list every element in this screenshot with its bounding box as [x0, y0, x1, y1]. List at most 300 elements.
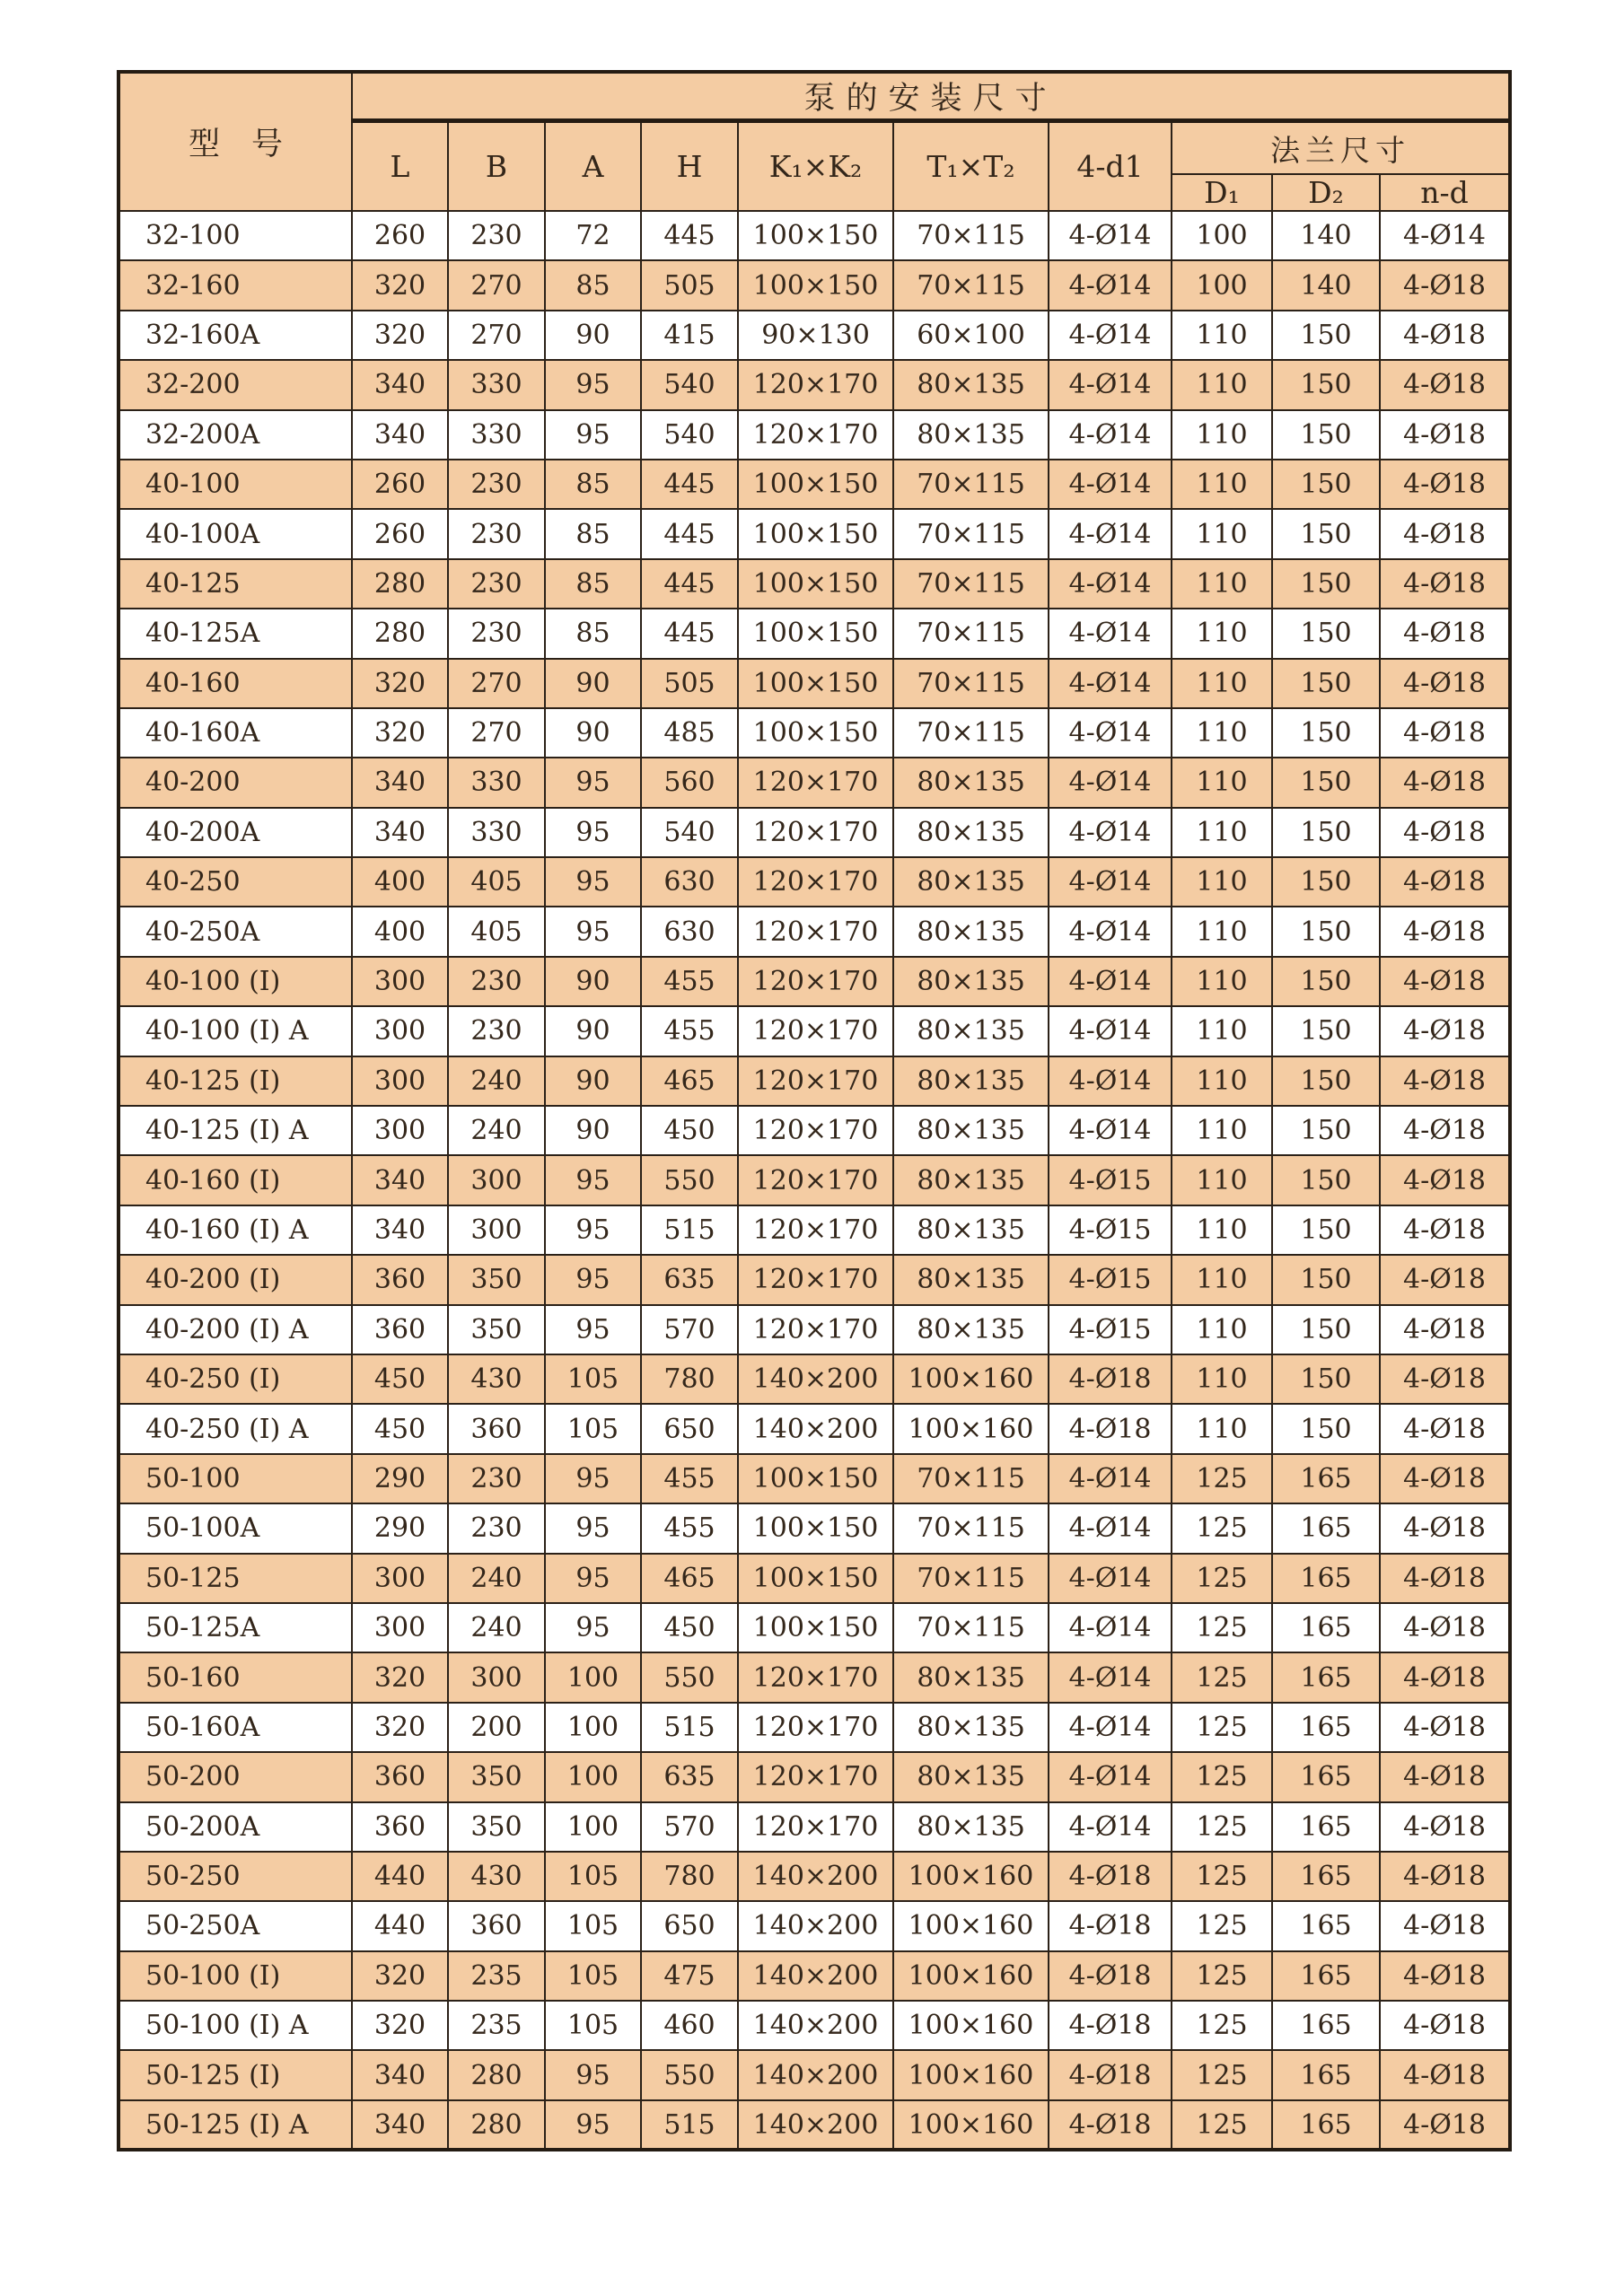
k1k2-cell: 120×170: [738, 1056, 893, 1106]
table-row: [119, 1652, 1510, 1702]
l-cell: 260: [352, 460, 448, 509]
k1k2-cell: 100×150: [738, 609, 893, 658]
flange_d1-cell: 110: [1172, 609, 1272, 658]
l-cell: 360: [352, 1305, 448, 1354]
b-cell: 360: [448, 1901, 545, 1950]
d1-cell: 4-Ø15: [1049, 1205, 1172, 1255]
k1k2-cell: 140×200: [738, 1951, 893, 2001]
h-cell: 550: [641, 1155, 738, 1205]
d1-cell: 4-Ø14: [1049, 1703, 1172, 1752]
flange_d1-cell: 125: [1172, 1852, 1272, 1901]
d1-cell: 4-Ø14: [1049, 260, 1172, 310]
l-cell: 320: [352, 1652, 448, 1702]
flange_d1-cell: 110: [1172, 1305, 1272, 1354]
t1t2-cell: 70×115: [893, 1503, 1049, 1553]
table-row: [119, 659, 1510, 708]
flange_d2-cell: 165: [1272, 1852, 1380, 1901]
t1t2-cell: 70×115: [893, 609, 1049, 658]
flange_nd-cell: 4-Ø18: [1380, 609, 1510, 658]
h-cell: 465: [641, 1554, 738, 1603]
b-cell: 235: [448, 2001, 545, 2050]
t1t2-cell: 80×135: [893, 957, 1049, 1006]
d1-cell: 4-Ø14: [1049, 609, 1172, 658]
model-cell: 32-160: [119, 260, 352, 310]
table-row: [119, 1106, 1510, 1155]
d1-cell: 4-Ø14: [1049, 1603, 1172, 1652]
k1k2-cell: 120×170: [738, 1802, 893, 1852]
table-row: [119, 1454, 1510, 1503]
flange_d1-cell: 110: [1172, 1255, 1272, 1304]
l-cell: 320: [352, 659, 448, 708]
flange_d2-cell: 150: [1272, 907, 1380, 956]
table-row: [119, 1056, 1510, 1106]
t1t2-cell: 70×115: [893, 211, 1049, 260]
d1-cell: 4-Ø14: [1049, 311, 1172, 360]
t1t2-cell: 80×135: [893, 1752, 1049, 1801]
table-row: [119, 1951, 1510, 2001]
d1-cell: 4-Ø15: [1049, 1155, 1172, 1205]
l-cell: 360: [352, 1752, 448, 1801]
h-cell: 445: [641, 509, 738, 558]
d1-cell: 4-Ø15: [1049, 1305, 1172, 1354]
l-cell: 360: [352, 1802, 448, 1852]
flange_d1-cell: 110: [1172, 907, 1272, 956]
t1t2-cell: 70×115: [893, 509, 1049, 558]
flange_nd-cell: 4-Ø18: [1380, 1056, 1510, 1106]
b-cell: 270: [448, 311, 545, 360]
k1k2-cell: 100×150: [738, 1454, 893, 1503]
t1t2-cell: 80×135: [893, 1305, 1049, 1354]
table-row: [119, 2100, 1510, 2150]
b-cell: 330: [448, 808, 545, 857]
b-cell: 240: [448, 1106, 545, 1155]
b-cell: 230: [448, 460, 545, 509]
b-cell: 235: [448, 1951, 545, 2001]
h-cell: 455: [641, 1503, 738, 1553]
h-cell: 455: [641, 957, 738, 1006]
model-cell: 50-160: [119, 1652, 352, 1702]
a-cell: 95: [545, 758, 641, 807]
table-row: [119, 708, 1510, 758]
model-cell: 40-250A: [119, 907, 352, 956]
a-cell: 95: [545, 1155, 641, 1205]
flange_d1-cell: 125: [1172, 1703, 1272, 1752]
l-cell: 320: [352, 708, 448, 758]
b-cell: 330: [448, 410, 545, 460]
table-row: [119, 360, 1510, 409]
k1k2-cell: 120×170: [738, 857, 893, 907]
model-cell: 50-125 (Ⅰ): [119, 2050, 352, 2099]
flange_d1-cell: 110: [1172, 311, 1272, 360]
table-row: [119, 410, 1510, 460]
d1-cell: 4-Ø14: [1049, 1802, 1172, 1852]
model-cell: 40-200: [119, 758, 352, 807]
b-cell: 230: [448, 1006, 545, 1056]
flange_d1-cell: 125: [1172, 1951, 1272, 2001]
model-cell: 40-250 (Ⅰ): [119, 1354, 352, 1404]
table-row: [119, 460, 1510, 509]
a-cell: 85: [545, 559, 641, 609]
t1t2-cell: 80×135: [893, 857, 1049, 907]
l-cell: 320: [352, 260, 448, 310]
flange_nd-cell: 4-Ø18: [1380, 957, 1510, 1006]
k1k2-cell: 100×150: [738, 509, 893, 558]
flange_nd-cell: 4-Ø18: [1380, 1305, 1510, 1354]
flange_d2-cell: 165: [1272, 1454, 1380, 1503]
h-cell: 505: [641, 659, 738, 708]
model-cell: 50-125A: [119, 1603, 352, 1652]
h-cell: 485: [641, 708, 738, 758]
flange_nd-cell: 4-Ø18: [1380, 559, 1510, 609]
k1k2-cell: 140×200: [738, 1354, 893, 1404]
model-cell: 50-125: [119, 1554, 352, 1603]
h-cell: 540: [641, 360, 738, 409]
flange_nd-cell: 4-Ø18: [1380, 360, 1510, 409]
k1k2-cell: 120×170: [738, 1106, 893, 1155]
model-cell: 32-100: [119, 211, 352, 260]
k1k2-cell: 100×150: [738, 1603, 893, 1652]
flange_nd-cell: 4-Ø18: [1380, 1852, 1510, 1901]
a-cell: 95: [545, 1603, 641, 1652]
b-cell: 230: [448, 957, 545, 1006]
a-cell: 90: [545, 1106, 641, 1155]
b-cell: 405: [448, 907, 545, 956]
l-cell: 340: [352, 2100, 448, 2150]
b-cell: 330: [448, 758, 545, 807]
a-cell: 90: [545, 1006, 641, 1056]
table-row: [119, 609, 1510, 658]
d1-cell: 4-Ø14: [1049, 1503, 1172, 1553]
table-row: [119, 1852, 1510, 1901]
flange_nd-cell: 4-Ø18: [1380, 410, 1510, 460]
model-cell: 40-160 (Ⅰ): [119, 1155, 352, 1205]
flange_d2-cell: 165: [1272, 1951, 1380, 2001]
d1-cell: 4-Ø18: [1049, 2001, 1172, 2050]
flange_d1-cell: 110: [1172, 1006, 1272, 1056]
h-cell: 455: [641, 1454, 738, 1503]
flange_d1-cell: 125: [1172, 1454, 1272, 1503]
flange_nd-cell: 4-Ø18: [1380, 1703, 1510, 1752]
t1t2-cell: 70×115: [893, 559, 1049, 609]
a-cell: 85: [545, 260, 641, 310]
l-cell: 300: [352, 1554, 448, 1603]
h-cell: 550: [641, 1652, 738, 1702]
flange_nd-cell: 4-Ø18: [1380, 509, 1510, 558]
d1-cell: 4-Ø14: [1049, 1652, 1172, 1702]
d1-cell: 4-Ø14: [1049, 907, 1172, 956]
flange_nd-cell: 4-Ø18: [1380, 808, 1510, 857]
table-header: [119, 72, 1510, 211]
t1t2-cell: 70×115: [893, 460, 1049, 509]
l-cell: 450: [352, 1404, 448, 1453]
flange_d2-cell: 165: [1272, 1703, 1380, 1752]
table-row: [119, 1205, 1510, 1255]
l-cell: 400: [352, 907, 448, 956]
l-cell: 340: [352, 758, 448, 807]
table-row: [119, 758, 1510, 807]
a-cell: 95: [545, 907, 641, 956]
table-row: [119, 260, 1510, 310]
h-cell: 515: [641, 2100, 738, 2150]
t1t2-cell: 70×115: [893, 260, 1049, 310]
h-cell: 465: [641, 1056, 738, 1106]
k1k2-cell: 140×200: [738, 2100, 893, 2150]
t1t2-cell: 100×160: [893, 1354, 1049, 1404]
h-cell: 445: [641, 211, 738, 260]
table-row: [119, 1006, 1510, 1056]
a-cell: 100: [545, 1752, 641, 1801]
a-cell: 90: [545, 1056, 641, 1106]
h-cell: 515: [641, 1703, 738, 1752]
flange_d1-cell: 110: [1172, 808, 1272, 857]
k1k2-cell: 120×170: [738, 1205, 893, 1255]
d1-cell: 4-Ø18: [1049, 1354, 1172, 1404]
column-header-D1: D₁: [1172, 174, 1272, 211]
h-cell: 650: [641, 1901, 738, 1950]
d1-cell: 4-Ø14: [1049, 559, 1172, 609]
l-cell: 340: [352, 1205, 448, 1255]
model-cell: 32-160A: [119, 311, 352, 360]
h-cell: 570: [641, 1305, 738, 1354]
flange_d1-cell: 125: [1172, 2100, 1272, 2150]
flange_d2-cell: 165: [1272, 1802, 1380, 1852]
k1k2-cell: 120×170: [738, 410, 893, 460]
table-row: [119, 509, 1510, 558]
d1-cell: 4-Ø14: [1049, 1106, 1172, 1155]
l-cell: 320: [352, 1703, 448, 1752]
flange-dimensions-header: 法兰尺寸: [1172, 121, 1510, 175]
flange_d2-cell: 150: [1272, 857, 1380, 907]
a-cell: 85: [545, 609, 641, 658]
t1t2-cell: 100×160: [893, 2100, 1049, 2150]
l-cell: 320: [352, 2001, 448, 2050]
d1-cell: 4-Ø18: [1049, 2050, 1172, 2099]
table-row: [119, 1354, 1510, 1404]
d1-cell: 4-Ø14: [1049, 857, 1172, 907]
flange_d1-cell: 110: [1172, 410, 1272, 460]
a-cell: 85: [545, 509, 641, 558]
table-row: [119, 1703, 1510, 1752]
l-cell: 300: [352, 1006, 448, 1056]
d1-cell: 4-Ø14: [1049, 410, 1172, 460]
d1-cell: 4-Ø14: [1049, 1752, 1172, 1801]
k1k2-cell: 100×150: [738, 559, 893, 609]
a-cell: 105: [545, 2001, 641, 2050]
b-cell: 300: [448, 1652, 545, 1702]
h-cell: 450: [641, 1603, 738, 1652]
h-cell: 550: [641, 2050, 738, 2099]
k1k2-cell: 100×150: [738, 211, 893, 260]
flange_d1-cell: 125: [1172, 1554, 1272, 1603]
d1-cell: 4-Ø18: [1049, 1404, 1172, 1453]
column-header-B: B: [448, 121, 545, 212]
l-cell: 260: [352, 509, 448, 558]
k1k2-cell: 100×150: [738, 1503, 893, 1553]
k1k2-cell: 120×170: [738, 1155, 893, 1205]
flange_d1-cell: 110: [1172, 957, 1272, 1006]
table-row: [119, 1503, 1510, 1553]
h-cell: 445: [641, 559, 738, 609]
flange_nd-cell: 4-Ø18: [1380, 659, 1510, 708]
k1k2-cell: 100×150: [738, 1554, 893, 1603]
flange_d2-cell: 150: [1272, 311, 1380, 360]
flange_d1-cell: 110: [1172, 857, 1272, 907]
flange_d2-cell: 150: [1272, 1106, 1380, 1155]
flange_d1-cell: 110: [1172, 1056, 1272, 1106]
k1k2-cell: 120×170: [738, 1703, 893, 1752]
table-row: [119, 2050, 1510, 2099]
flange_d2-cell: 150: [1272, 708, 1380, 758]
b-cell: 280: [448, 2050, 545, 2099]
flange_d2-cell: 150: [1272, 1056, 1380, 1106]
a-cell: 95: [545, 1554, 641, 1603]
column-header-T1xT2: T₁×T₂: [893, 121, 1049, 212]
flange_d2-cell: 150: [1272, 808, 1380, 857]
flange_d2-cell: 165: [1272, 2001, 1380, 2050]
a-cell: 95: [545, 1255, 641, 1304]
flange_d2-cell: 165: [1272, 1752, 1380, 1801]
model-cell: 50-200: [119, 1752, 352, 1801]
a-cell: 95: [545, 410, 641, 460]
model-cell: 40-200 (Ⅰ): [119, 1255, 352, 1304]
column-header-L: L: [352, 121, 448, 212]
flange_d2-cell: 150: [1272, 758, 1380, 807]
k1k2-cell: 100×150: [738, 460, 893, 509]
a-cell: 90: [545, 311, 641, 360]
h-cell: 540: [641, 410, 738, 460]
table-row: [119, 907, 1510, 956]
k1k2-cell: 140×200: [738, 1901, 893, 1950]
table-row: [119, 1404, 1510, 1453]
flange_nd-cell: 4-Ø18: [1380, 907, 1510, 956]
b-cell: 300: [448, 1205, 545, 1255]
l-cell: 440: [352, 1901, 448, 1950]
flange_nd-cell: 4-Ø18: [1380, 311, 1510, 360]
b-cell: 230: [448, 609, 545, 658]
a-cell: 95: [545, 1305, 641, 1354]
k1k2-cell: 120×170: [738, 1652, 893, 1702]
d1-cell: 4-Ø18: [1049, 1852, 1172, 1901]
t1t2-cell: 80×135: [893, 808, 1049, 857]
flange_d1-cell: 125: [1172, 1503, 1272, 1553]
t1t2-cell: 80×135: [893, 1652, 1049, 1702]
flange_d2-cell: 165: [1272, 1901, 1380, 1950]
model-cell: 32-200: [119, 360, 352, 409]
flange_d1-cell: 110: [1172, 360, 1272, 409]
flange_d1-cell: 125: [1172, 1752, 1272, 1801]
flange_nd-cell: 4-Ø18: [1380, 1106, 1510, 1155]
flange_d1-cell: 110: [1172, 1155, 1272, 1205]
b-cell: 350: [448, 1305, 545, 1354]
l-cell: 300: [352, 1603, 448, 1652]
table-row: [119, 559, 1510, 609]
flange_d2-cell: 150: [1272, 957, 1380, 1006]
flange_nd-cell: 4-Ø18: [1380, 1901, 1510, 1950]
b-cell: 270: [448, 659, 545, 708]
flange_nd-cell: 4-Ø18: [1380, 1006, 1510, 1056]
b-cell: 405: [448, 857, 545, 907]
column-header-A: A: [545, 121, 641, 212]
a-cell: 85: [545, 460, 641, 509]
k1k2-cell: 90×130: [738, 311, 893, 360]
flange_nd-cell: 4-Ø18: [1380, 1404, 1510, 1453]
d1-cell: 4-Ø15: [1049, 1255, 1172, 1304]
h-cell: 570: [641, 1802, 738, 1852]
flange_nd-cell: 4-Ø18: [1380, 1354, 1510, 1404]
h-cell: 505: [641, 260, 738, 310]
h-cell: 630: [641, 907, 738, 956]
t1t2-cell: 70×115: [893, 708, 1049, 758]
a-cell: 95: [545, 1503, 641, 1553]
h-cell: 780: [641, 1852, 738, 1901]
k1k2-cell: 100×150: [738, 260, 893, 310]
flange_d1-cell: 110: [1172, 1106, 1272, 1155]
h-cell: 450: [641, 1106, 738, 1155]
l-cell: 320: [352, 311, 448, 360]
model-cell: 50-100 (Ⅰ) A: [119, 2001, 352, 2050]
b-cell: 230: [448, 559, 545, 609]
model-cell: 50-160A: [119, 1703, 352, 1752]
a-cell: 105: [545, 1901, 641, 1950]
l-cell: 260: [352, 211, 448, 260]
t1t2-cell: 80×135: [893, 360, 1049, 409]
flange_d2-cell: 165: [1272, 1652, 1380, 1702]
k1k2-cell: 120×170: [738, 1255, 893, 1304]
a-cell: 100: [545, 1703, 641, 1752]
model-cell: 40-160 (Ⅰ) A: [119, 1205, 352, 1255]
b-cell: 350: [448, 1802, 545, 1852]
k1k2-cell: 120×170: [738, 1006, 893, 1056]
l-cell: 340: [352, 360, 448, 409]
b-cell: 300: [448, 1155, 545, 1205]
flange_d1-cell: 125: [1172, 2050, 1272, 2099]
h-cell: 650: [641, 1404, 738, 1453]
table-row: [119, 211, 1510, 260]
model-cell: 50-100: [119, 1454, 352, 1503]
h-cell: 560: [641, 758, 738, 807]
flange_nd-cell: 4-Ø18: [1380, 2001, 1510, 2050]
flange_nd-cell: 4-Ø18: [1380, 1802, 1510, 1852]
flange_d1-cell: 125: [1172, 1652, 1272, 1702]
flange_nd-cell: 4-Ø18: [1380, 1255, 1510, 1304]
flange_d2-cell: 165: [1272, 1503, 1380, 1553]
flange_nd-cell: 4-Ø18: [1380, 708, 1510, 758]
a-cell: 95: [545, 2100, 641, 2150]
t1t2-cell: 80×135: [893, 1802, 1049, 1852]
flange_nd-cell: 4-Ø18: [1380, 1652, 1510, 1702]
b-cell: 280: [448, 2100, 545, 2150]
t1t2-cell: 70×115: [893, 1603, 1049, 1652]
table-body: [119, 211, 1510, 2150]
d1-cell: 4-Ø14: [1049, 1056, 1172, 1106]
flange_nd-cell: 4-Ø18: [1380, 1951, 1510, 2001]
model-cell: 40-125: [119, 559, 352, 609]
l-cell: 280: [352, 609, 448, 658]
flange_d1-cell: 110: [1172, 708, 1272, 758]
flange_d2-cell: 150: [1272, 360, 1380, 409]
model-cell: 40-200A: [119, 808, 352, 857]
b-cell: 430: [448, 1354, 545, 1404]
b-cell: 240: [448, 1554, 545, 1603]
l-cell: 300: [352, 1106, 448, 1155]
flange_d2-cell: 150: [1272, 1354, 1380, 1404]
a-cell: 90: [545, 659, 641, 708]
flange_d2-cell: 150: [1272, 410, 1380, 460]
t1t2-cell: 70×115: [893, 1554, 1049, 1603]
h-cell: 455: [641, 1006, 738, 1056]
k1k2-cell: 120×170: [738, 1305, 893, 1354]
k1k2-cell: 140×200: [738, 1852, 893, 1901]
